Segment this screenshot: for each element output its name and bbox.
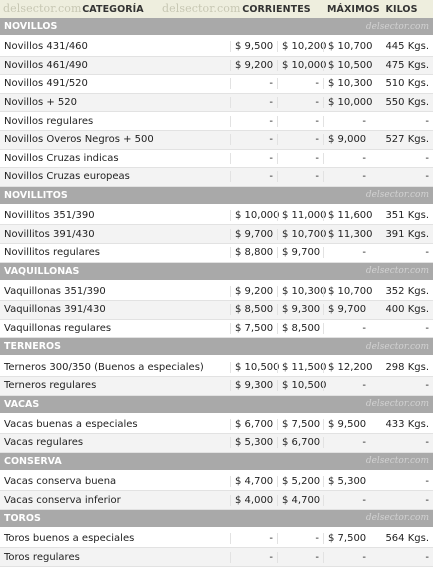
table-row (0, 207, 433, 226)
section-title: NOVILLOS (4, 21, 58, 32)
section-header (0, 18, 433, 35)
table-row (0, 377, 433, 396)
section-title: CONSERVA (4, 455, 62, 467)
corrientes-max-cell: - (277, 171, 323, 182)
maximos-cell: $ 10,700 (323, 41, 370, 52)
maximos-cell: - (323, 380, 370, 391)
kilos-cell: - (425, 247, 429, 259)
kilos-cell: 400 Kgs. (385, 304, 429, 316)
maximos-cell: - (323, 552, 370, 563)
column-header-kilos: KILOS (385, 3, 418, 15)
header-watermark-right: delsector.com (162, 2, 241, 15)
table-row (0, 38, 433, 57)
category-cell: Novillos 461/490 (4, 59, 88, 71)
maximos-cell: $ 11,300 (323, 229, 370, 240)
corrientes-max-cell: $ 9,700 (277, 247, 323, 258)
section-watermark: delsector.com (365, 190, 429, 201)
category-cell: Vacas conserva inferior (4, 494, 121, 506)
category-cell: Novillos Cruzas europeas (4, 171, 130, 183)
category-cell: Novillitos 351/390 (4, 210, 95, 222)
section-header (0, 263, 433, 280)
corrientes-max-cell: - (277, 78, 323, 89)
table-row (0, 301, 433, 320)
corrientes-min-cell: $ 4,700 (230, 476, 277, 487)
section-watermark: delsector.com (365, 341, 429, 352)
corrientes-min-cell: $ 10,000 (230, 210, 277, 221)
corrientes-max-cell: $ 10,300 (277, 286, 323, 297)
category-cell: Vacas buenas a especiales (4, 418, 138, 430)
kilos-cell: 352 Kgs. (385, 285, 429, 297)
column-header-corrientes: CORRIENTES (242, 3, 311, 15)
maximos-cell: - (323, 495, 370, 506)
corrientes-min-cell: - (230, 533, 277, 544)
corrientes-min-cell: - (230, 116, 277, 127)
corrientes-min-cell: $ 9,200 (230, 286, 277, 297)
table-row (0, 112, 433, 131)
maximos-cell: $ 11,600 (323, 210, 370, 221)
corrientes-min-cell: $ 6,700 (230, 419, 277, 430)
corrientes-min-cell: $ 9,700 (230, 229, 277, 240)
maximos-cell: $ 5,300 (323, 476, 370, 487)
category-cell: Novillos regulares (4, 115, 94, 127)
corrientes-min-cell: - (230, 171, 277, 182)
kilos-cell: - (425, 494, 429, 506)
corrientes-max-cell: $ 6,700 (277, 437, 323, 448)
corrientes-min-cell: $ 8,500 (230, 304, 277, 315)
category-cell: Vaquillonas 391/430 (4, 304, 106, 316)
corrientes-min-cell: - (230, 78, 277, 89)
section-header (0, 453, 433, 470)
category-cell: Novillos Overos Negros + 500 (4, 134, 154, 146)
corrientes-min-cell: - (230, 134, 277, 145)
kilos-cell: 433 Kgs. (385, 418, 429, 430)
kilos-cell: 564 Kgs. (385, 533, 429, 545)
table-row (0, 548, 433, 567)
kilos-cell: 351 Kgs. (385, 210, 429, 222)
category-cell: Terneros regulares (4, 380, 97, 392)
table-row (0, 150, 433, 169)
category-cell: Novillos + 520 (4, 97, 78, 109)
table-row (0, 168, 433, 187)
category-cell: Novillitos regulares (4, 247, 100, 259)
section-header (0, 396, 433, 413)
maximos-cell: $ 10,500 (323, 60, 370, 71)
corrientes-max-cell: - (277, 97, 323, 108)
corrientes-max-cell: $ 10,500 (277, 380, 323, 391)
category-cell: Vaquillonas regulares (4, 323, 112, 335)
corrientes-max-cell: $ 9,300 (277, 304, 323, 315)
maximos-cell: - (323, 247, 370, 258)
maximos-cell: $ 9,500 (323, 419, 370, 430)
corrientes-max-cell: - (277, 552, 323, 563)
section-header (0, 510, 433, 527)
section-title: VAQUILLONAS (4, 265, 80, 277)
maximos-cell: $ 10,300 (323, 78, 370, 89)
column-header-categoria: CATEGORÍA (82, 3, 144, 15)
maximos-cell: - (323, 153, 370, 164)
table-row (0, 244, 433, 263)
table-row (0, 491, 433, 510)
corrientes-min-cell: $ 9,500 (230, 41, 277, 52)
category-cell: Toros buenos a especiales (4, 533, 135, 545)
corrientes-max-cell: - (277, 153, 323, 164)
section-watermark: delsector.com (365, 266, 429, 277)
section-watermark: delsector.com (365, 399, 429, 409)
corrientes-max-cell: - (277, 533, 323, 544)
maximos-cell: $ 10,000 (323, 97, 370, 108)
corrientes-max-cell: $ 10,000 (277, 60, 323, 71)
maximos-cell: $ 9,700 (323, 304, 370, 315)
corrientes-min-cell: $ 8,800 (230, 247, 277, 258)
category-cell: Vacas conserva buena (4, 475, 117, 487)
maximos-cell: - (323, 323, 370, 334)
corrientes-min-cell: $ 10,500 (230, 362, 277, 373)
table-row (0, 283, 433, 302)
category-cell: Terneros 300/350 (Buenos a especiales) (4, 361, 204, 373)
corrientes-max-cell: - (277, 134, 323, 145)
corrientes-max-cell: $ 4,700 (277, 495, 323, 506)
kilos-cell: - (425, 380, 429, 392)
table-row (0, 434, 433, 453)
category-cell: Vaquillonas 351/390 (4, 285, 106, 297)
section-watermark: delsector.com (365, 513, 429, 524)
table-row (0, 473, 433, 492)
kilos-cell: - (425, 475, 429, 487)
corrientes-min-cell: - (230, 552, 277, 563)
corrientes-max-cell: - (277, 116, 323, 127)
category-cell: Novillos 491/520 (4, 78, 88, 90)
table-row (0, 530, 433, 549)
corrientes-min-cell: - (230, 153, 277, 164)
kilos-cell: 445 Kgs. (385, 41, 429, 53)
corrientes-min-cell: $ 5,300 (230, 437, 277, 448)
column-header-maximos: MÁXIMOS (327, 3, 380, 15)
maximos-cell: - (323, 437, 370, 448)
section-watermark: delsector.com (365, 21, 429, 32)
maximos-cell: $ 10,700 (323, 286, 370, 297)
maximos-cell: $ 12,200 (323, 362, 370, 373)
category-cell: Novillitos 391/430 (4, 228, 95, 240)
table-row (0, 320, 433, 339)
corrientes-max-cell: $ 11,000 (277, 210, 323, 221)
table-row (0, 57, 433, 76)
corrientes-max-cell: $ 8,500 (277, 323, 323, 334)
category-cell: Toros regulares (4, 551, 80, 563)
kilos-cell: 391 Kgs. (385, 228, 429, 240)
section-title: NOVILLITOS (4, 189, 68, 201)
corrientes-min-cell: $ 9,200 (230, 60, 277, 71)
corrientes-min-cell: $ 4,000 (230, 495, 277, 506)
table-row (0, 225, 433, 244)
corrientes-min-cell: $ 7,500 (230, 323, 277, 334)
corrientes-min-cell: $ 9,300 (230, 380, 277, 391)
kilos-cell: 550 Kgs. (385, 97, 429, 109)
kilos-cell: 475 Kgs. (385, 59, 429, 71)
corrientes-max-cell: $ 11,500 (277, 362, 323, 373)
table-header (0, 0, 433, 18)
kilos-cell: 527 Kgs. (385, 134, 429, 146)
kilos-cell: - (425, 152, 429, 164)
corrientes-min-cell: - (230, 97, 277, 108)
category-cell: Vacas regulares (4, 437, 84, 449)
section-title: VACAS (4, 398, 40, 410)
maximos-cell: - (323, 116, 370, 127)
category-cell: Novillos 431/460 (4, 41, 88, 53)
kilos-cell: - (425, 551, 429, 563)
kilos-cell: - (425, 437, 429, 449)
kilos-cell: - (425, 323, 429, 335)
kilos-cell: 298 Kgs. (385, 361, 429, 373)
table-row (0, 358, 433, 377)
table-row (0, 75, 433, 94)
table-row (0, 416, 433, 435)
table-body (0, 18, 433, 567)
maximos-cell: $ 7,500 (323, 533, 370, 544)
header-watermark-left: delsector.com (3, 2, 82, 15)
table-row (0, 94, 433, 113)
maximos-cell: - (323, 171, 370, 182)
kilos-cell: - (425, 115, 429, 127)
corrientes-max-cell: $ 10,700 (277, 229, 323, 240)
section-header (0, 187, 433, 204)
kilos-cell: 510 Kgs. (385, 78, 429, 90)
corrientes-max-cell: $ 10,200 (277, 41, 323, 52)
corrientes-max-cell: $ 7,500 (277, 419, 323, 430)
maximos-cell: $ 9,000 (323, 134, 370, 145)
section-title: TOROS (4, 512, 41, 524)
section-header (0, 338, 433, 355)
category-cell: Novillos Cruzas indicas (4, 152, 119, 164)
kilos-cell: - (425, 171, 429, 183)
table-row (0, 131, 433, 150)
section-watermark: delsector.com (365, 456, 429, 467)
corrientes-max-cell: $ 5,200 (277, 476, 323, 487)
section-title: TERNEROS (4, 341, 61, 353)
